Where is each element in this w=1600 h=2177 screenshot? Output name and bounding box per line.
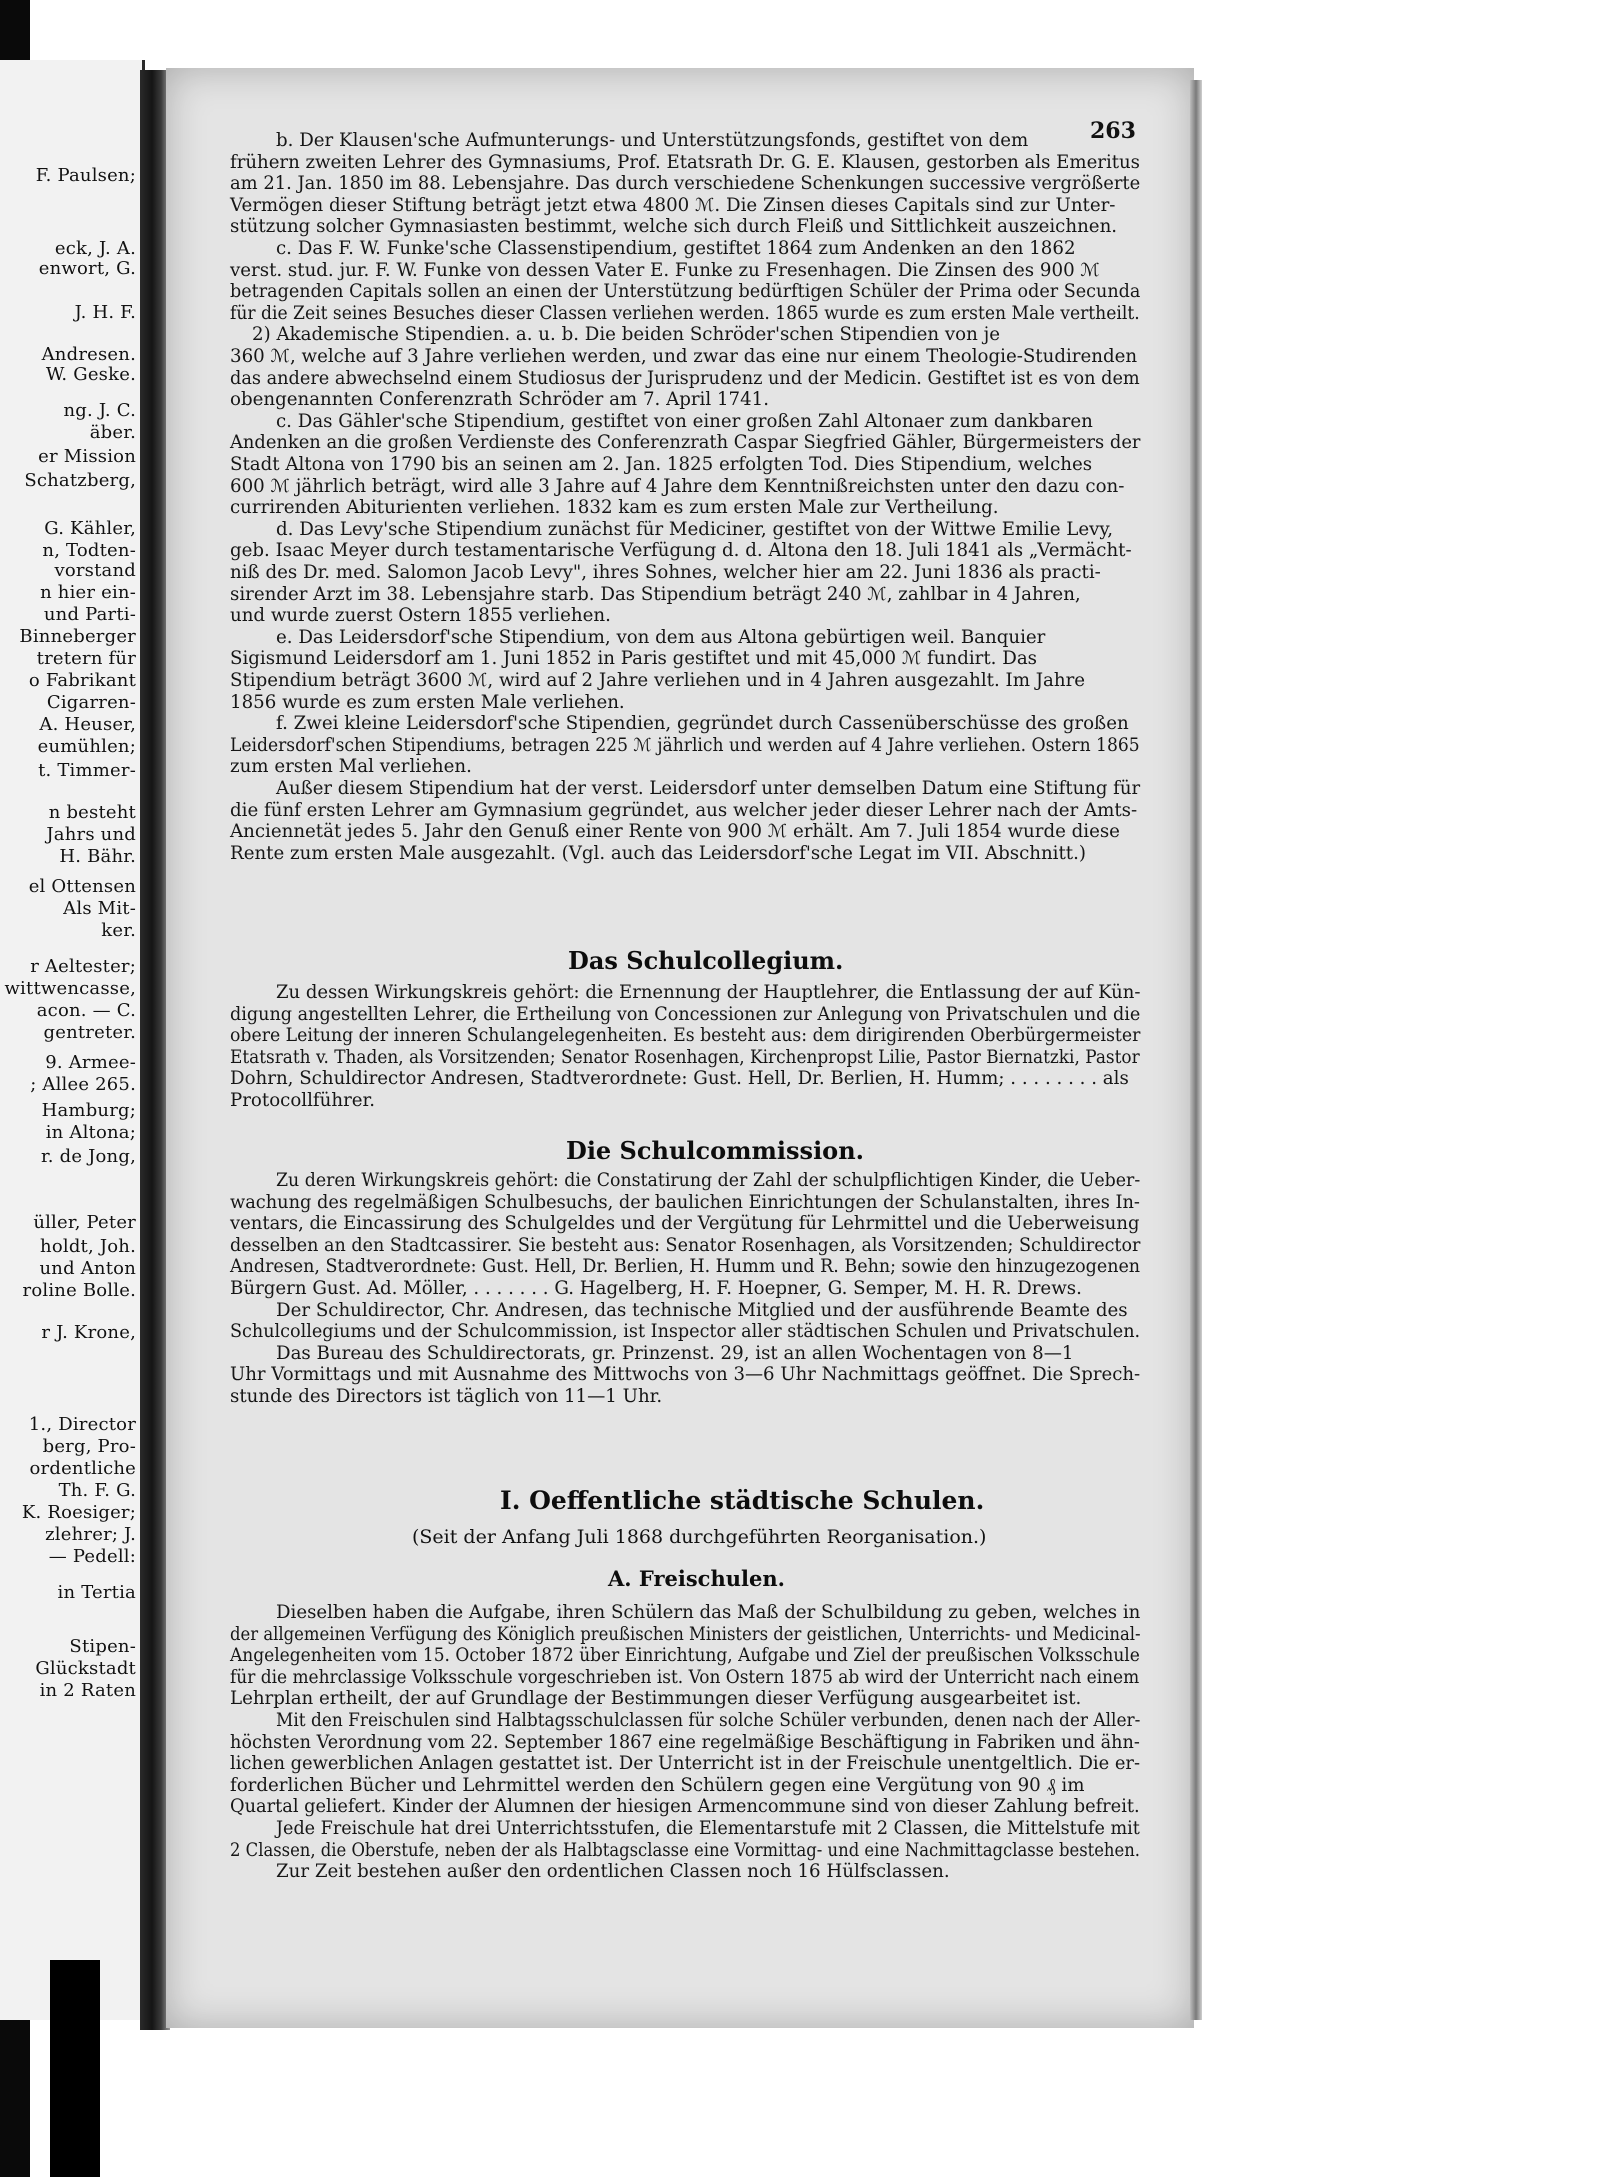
left-page-line: 9. Armee- — [45, 1052, 136, 1073]
left-page-line: W. Geske. — [45, 364, 136, 385]
left-page-line: tretern für — [36, 648, 136, 669]
text-line: Protocollführer. — [230, 1090, 376, 1111]
text-line: am 21. Jan. 1850 im 88. Lebensjahre. Das durch verschiedene Schenkungen successive vergrößerte — [230, 173, 1141, 195]
text-line: Mit den Freischulen sind Halbtagsschulclassen für solche Schüler verbunden, denen nach der Aller- — [276, 1710, 1141, 1731]
text-line: Bürgern Gust. Ad. Möller, . . . . . . . G. Hagelberg, H. F. Hoepner, G. Semper, M. H. R. Drews. — [230, 1278, 1082, 1299]
text-line: digung angestellten Lehrer, die Ertheilung von Concessionen zur Anlegung von Privatschulen und die — [230, 1003, 1141, 1025]
text-line: Uhr Vormittags und mit Ausnahme des Mittwochs von 3—6 Uhr Nachmittags geöffnet. Die Sprech- — [230, 1364, 1141, 1386]
left-page-line: ; Allee 265. — [30, 1074, 136, 1095]
text-line: Andresen, Stadtverordnete: Gust. Hell, Dr. Berlien, H. Humm und R. Behn; sowie den hinzugezogenen — [230, 1256, 1141, 1278]
freischulen-heading: A. Freischulen. — [608, 1566, 785, 1591]
text-line: 600 ℳ jährlich beträgt, wird alle 3 Jahre auf 4 Jahre dem Kenntnißreichsten unter den dazu con- — [230, 475, 1125, 497]
text-line: Vermögen dieser Stiftung beträgt jetzt etwa 4800 ℳ. Die Zinsen dieses Capitals sind zur Unter- — [230, 194, 1116, 216]
page-number: 263 — [1090, 118, 1136, 144]
left-page-line: n hier ein- — [40, 582, 136, 603]
left-page-line: wittwencasse, — [4, 978, 136, 999]
text-line: Zu dessen Wirkungskreis gehört: die Ernennung der Hauptlehrer, die Entlassung der auf Kün- — [276, 982, 1141, 1003]
left-page-line: Andresen. — [41, 344, 136, 365]
left-page-line: r Aeltester; — [30, 956, 136, 977]
left-page-line: roline Bolle. — [22, 1280, 136, 1301]
text-line: d. Das Levy'sche Stipendium zunächst für Mediciner, gestiftet von der Wittwe Emilie Levy, — [276, 518, 1114, 540]
text-line: sirender Arzt im 38. Lebensjahre starb. Das Stipendium beträgt 240 ℳ, zahlbar in 4 Jahren, — [230, 583, 1081, 605]
text-line: Schulcollegiums und der Schulcommission, ist Inspector aller städtischen Schulen und Privatschulen. — [230, 1321, 1141, 1343]
text-line: geb. Isaac Meyer durch testamentarische Verfügung d. d. Altona den 18. Juli 1841 als „Vermächt- — [230, 540, 1132, 562]
text-line: Stadt Altona von 1790 bis an seinen am 2. Jan. 1825 erfolgten Tod. Dies Stipendium, welches — [230, 454, 1093, 475]
left-page-line: K. Roesiger; — [21, 1502, 136, 1523]
text-line: ventars, die Eincassirung des Schulgeldes und der Vergütung für Lehrmittel und die Ueberweisung — [230, 1213, 1140, 1235]
left-page-line: Hamburg; — [41, 1100, 136, 1121]
left-page-line: er Mission — [38, 446, 136, 467]
text-line: wachung des regelmäßigen Schulbesuchs, der baulichen Einrichtungen der Schulanstalten, ihres In- — [230, 1191, 1140, 1213]
text-line: currirenden Abiturienten verliehen. 1832 kam es zum ersten Male zur Vertheilung. — [230, 497, 999, 519]
left-page-line: n, Todten- — [42, 540, 136, 561]
text-line: c. Das Gähler'sche Stipendium, gestiftet von einer großen Zahl Altonaer zum dankbaren — [276, 410, 1093, 432]
left-page-line: el Ottensen — [28, 876, 136, 897]
text-line: für die Zeit seines Besuches dieser Classen verliehen werden. 1865 wurde es zum ersten Male vertheilt. — [230, 302, 1140, 324]
text-line: Andenken an die großen Verdienste des Conferenzrath Caspar Siegfried Gähler, Bürgermeisters der — [230, 432, 1141, 454]
left-page-fragment — [0, 60, 145, 2020]
left-page-line: in Altona; — [45, 1122, 136, 1143]
schulcollegium-heading: Das Schulcollegium. — [568, 946, 844, 975]
text-line: obere Leitung der inneren Schulangelegenheiten. Es besteht aus: dem dirigirenden Oberbürgermeister — [230, 1025, 1141, 1047]
left-page-line: Glückstadt — [35, 1658, 136, 1679]
text-line: 360 ℳ, welche auf 3 Jahre verliehen werden, und zwar das eine nur einem Theologie-Studirenden — [230, 346, 1138, 367]
left-page-line: — Pedell: — [48, 1546, 136, 1567]
text-line: Der Schuldirector, Chr. Andresen, das technische Mitglied und der ausführende Beamte des — [276, 1299, 1128, 1321]
left-page-line: üller, Peter — [33, 1212, 136, 1233]
left-page-line: Schatzberg, — [24, 470, 136, 491]
text-line: 1856 wurde es zum ersten Male verliehen. — [230, 691, 625, 713]
schulcommission-heading: Die Schulcommission. — [566, 1136, 864, 1165]
left-page-line: berg, Pro- — [42, 1436, 136, 1457]
left-page-line: acon. — C. — [36, 1000, 136, 1021]
text-line: Jede Freischule hat drei Unterrichtsstufen, die Elementarstufe mit 2 Classen, die Mittelstufe mit — [276, 1818, 1140, 1839]
text-line: e. Das Leidersdorf'sche Stipendium, von dem aus Altona gebürtigen weil. Banquier — [276, 626, 1046, 648]
text-line: das andere abwechselnd einem Studiosus der Jurisprudenz und der Medicin. Gestiftet ist es von dem — [230, 367, 1140, 389]
text-line: b. Der Klausen'sche Aufmunterungs- und Unterstützungsfonds, gestiftet von dem — [276, 130, 1029, 151]
text-line: Stipendium beträgt 3600 ℳ, wird auf 2 Jahre verliehen und in 4 Jahren ausgezahlt. Im Jahre — [230, 670, 1086, 691]
text-line: stunde des Directors ist täglich von 11—1 Uhr. — [230, 1386, 663, 1407]
left-page-line: Th. F. G. — [58, 1480, 136, 1501]
text-line: zum ersten Mal verliehen. — [230, 756, 472, 778]
text-line: betragenden Capitals sollen an einen der Unterstützung bedürftigen Schüler der Prima oder Secunda — [230, 281, 1141, 303]
left-page-line: Binneberger — [19, 626, 136, 647]
left-page-line: eumühlen; — [37, 736, 136, 757]
text-line: stützung solcher Gymnasiasten bestimmt, welche sich durch Fleiß und Sittlichkeit auszeichnen. — [230, 216, 1118, 238]
left-page-line: ng. J. C. — [63, 400, 136, 421]
text-line: Dieselben haben die Aufgabe, ihren Schülern das Maß der Schulbildung zu geben, welches in — [276, 1602, 1141, 1623]
left-page-line: ordentliche — [29, 1458, 136, 1479]
left-page-line: Als Mit- — [63, 898, 136, 919]
page-edge — [1190, 80, 1202, 2020]
text-line: Rente zum ersten Male ausgezahlt. (Vgl. auch das Leidersdorf'sche Legat im VII. Abschnitt.) — [230, 842, 1086, 864]
text-line: Lehrplan ertheilt, der auf Grundlage der Bestimmungen dieser Verfügung ausgearbeitet ist. — [230, 1688, 1082, 1710]
left-page-line: Cigarren- — [46, 692, 136, 713]
section-heading: I. Oeffentliche städtische Schulen. — [500, 1486, 985, 1515]
left-page-line: F. Paulsen; — [35, 165, 136, 186]
left-page-line: gentreter. — [43, 1022, 136, 1043]
text-line: obengenannten Conferenzrath Schröder am 7. April 1741. — [230, 389, 770, 411]
text-line: Zur Zeit bestehen außer den ordentlichen Classen noch 16 Hülfsclassen. — [276, 1861, 950, 1883]
text-line: f. Zwei kleine Leidersdorf'sche Stipendien, gegründet durch Cassenüberschüsse des großen — [276, 713, 1129, 735]
text-line: frühern zweiten Lehrer des Gymnasiums, Prof. Etatsrath Dr. G. E. Klausen, gestorben als Emeritus — [230, 151, 1140, 173]
left-page-line: 1., Director — [28, 1414, 136, 1435]
left-page-line: Jahrs und — [46, 824, 136, 845]
text-line: Quartal geliefert. Kinder der Alumnen der hiesigen Armencommune sind von dieser Zahlung befreit. — [230, 1796, 1140, 1818]
text-line: Leidersdorf'schen Stipendiums, betragen 225 ℳ jährlich und werden auf 4 Jahre verliehen. Ostern 1865 — [230, 734, 1140, 756]
text-line: 2 Classen, die Oberstufe, neben der als Halbtagsclasse eine Vormittag- und eine Nachmittagclasse bestehen. — [230, 1839, 1140, 1861]
text-line: der allgemeinen Verfügung des Königlich preußischen Ministers der geistlichen, Unterrichts- und Medicinal- — [230, 1623, 1141, 1645]
left-page-line: holdt, Joh. — [40, 1236, 136, 1257]
left-page-line: zlehrer; J. — [45, 1524, 136, 1545]
left-page-line: t. Timmer- — [38, 760, 136, 781]
text-line: und wurde zuerst Ostern 1855 verliehen. — [230, 605, 611, 627]
left-page-line: J. H. F. — [74, 302, 136, 323]
text-line: Dohrn, Schuldirector Andresen, Stadtverordnete: Gust. Hell, Dr. Berlien, H. Humm; . . . . . . . . als — [230, 1068, 1129, 1090]
text-line: niß des Dr. med. Salomon Jacob Levy", ihres Sohnes, welcher hier am 22. Juni 1836 als practi- — [230, 562, 1101, 583]
text-line: Angelegenheiten vom 15. October 1872 über Einrichtung, Aufgabe und Ziel der preußischen Volksschule — [230, 1645, 1140, 1667]
text-line: Außer diesem Stipendium hat der verst. Leidersdorf unter demselben Datum eine Stiftung für — [276, 778, 1141, 799]
text-line: höchsten Verordnung vom 22. September 1867 eine regelmäßige Beschäftigung in Fabriken und ähn- — [230, 1731, 1140, 1753]
text-line: 2) Akademische Stipendien. a. u. b. Die beiden Schröder'schen Stipendien von je — [252, 324, 1000, 346]
left-page-line: A. Heuser, — [39, 714, 136, 735]
left-page-line: o Fabrikant — [28, 670, 136, 691]
binding-shadow-bottom — [50, 1960, 100, 2177]
text-line: c. Das F. W. Funke'sche Classenstipendium, gestiftet 1864 zum Andenken an den 1862 — [276, 238, 1076, 259]
text-line: verst. stud. jur. F. W. Funke von dessen Vater E. Funke zu Fresenhagen. Die Zinsen des 900 ℳ — [230, 259, 1100, 281]
text-line: für die mehrclassige Volksschule vorgeschrieben ist. Von Ostern 1875 ab wird der Unterricht nach einem — [230, 1666, 1140, 1688]
text-line: lichen gewerblichen Anlagen gestattet ist. Der Unterricht ist in der Freischule unentgeltlich. Die er- — [230, 1753, 1140, 1775]
text-line: Zu deren Wirkungskreis gehört: die Constatirung der Zahl der schulpflichtigen Kinder, die Ueber- — [276, 1170, 1141, 1191]
left-page-line: H. Bähr. — [59, 846, 136, 867]
text-line: Anciennetät jedes 5. Jahr den Genuß einer Rente von 900 ℳ erhält. Am 7. Juli 1854 wurde diese — [230, 821, 1120, 843]
text-line: Sigismund Leidersdorf am 1. Juni 1852 in Paris gestiftet und mit 45,000 ℳ fundirt. Das — [230, 648, 1037, 670]
left-page-line: Stipen- — [69, 1636, 136, 1657]
left-page-line: äber. — [89, 422, 136, 443]
text-line: die fünf ersten Lehrer am Gymnasium gegründet, aus welcher jeder dieser Lehrer nach der Amts- — [230, 799, 1138, 821]
text-line: desselben an den Stadtcassirer. Sie besteht aus: Senator Rosenhagen, als Vorsitzenden; Schuldirector — [230, 1234, 1141, 1256]
left-page-line: enwort, G. — [38, 258, 136, 279]
left-page-line: G. Kähler, — [44, 518, 136, 539]
section-subtitle: (Seit der Anfang Juli 1868 durchgeführten Reorganisation.) — [412, 1526, 987, 1548]
left-page-line: vorstand — [54, 560, 136, 581]
left-page-line: und Anton — [39, 1258, 136, 1279]
text-line: Etatsrath v. Thaden, als Vorsitzenden; Senator Rosenhagen, Kirchenpropst Lilie, Pastor Biernatzki, Pastor — [230, 1046, 1140, 1068]
left-page-line: n besteht — [48, 802, 136, 823]
text-line: Das Bureau des Schuldirectorats, gr. Prinzenst. 29, ist an allen Wochentagen von 8—1 — [276, 1342, 1074, 1364]
left-page-line: in Tertia — [57, 1582, 136, 1603]
left-page-line: r J. Krone, — [41, 1322, 136, 1343]
left-page-line: ker. — [101, 920, 136, 941]
left-page-line: und Parti- — [43, 604, 136, 625]
left-page-line: r. de Jong, — [40, 1146, 136, 1167]
left-page-line: eck, J. A. — [54, 238, 136, 259]
left-page-line: in 2 Raten — [39, 1680, 136, 1701]
text-line: forderlichen Bücher und Lehrmittel werden den Schülern gegen eine Vergütung von 90 ₰ im — [230, 1774, 1085, 1796]
